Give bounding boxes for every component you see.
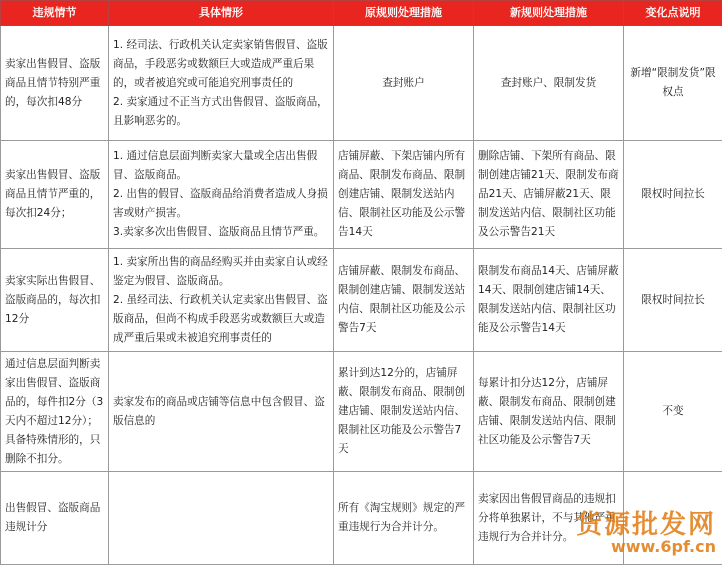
cell-violation: 卖家实际出售假冒、盗版商品的，每次扣12分 (1, 249, 109, 352)
table-row (1, 472, 722, 565)
cell-new-rule: 限制发布商品14天、店铺屏蔽14天、限制创建店铺14天、限制发送站内信、限制社区功能及公示警告14天 (474, 249, 624, 352)
header-violation: 违规情节 (1, 1, 109, 26)
cell-old-rule: 所有《淘宝规则》规定的严重违规行为合并计分。 (334, 472, 474, 565)
cell-new-rule: 卖家因出售假冒商品的违规扣分将单独累计，不与其他严重违规行为合并计分。 (474, 472, 624, 565)
cell-situation: 1. 卖家所出售的商品经购买并由卖家自认或经鉴定为假冒、盗版商品。 2. 虽经司法、行政机关认定卖家出售假冒、盗版商品，但尚不构成手段恶劣或数额巨大或造成严重后果或未被追究刑事责任的 (109, 249, 334, 352)
cell-change: 不变 (624, 352, 722, 472)
cell-situation: 1. 经司法、行政机关认定卖家销售假冒、盗版商品，手段恶劣或数额巨大或造成严重后果的，或者被追究或可能追究刑事责任的 2. 卖家通过不正当方式出售假冒、盗版商品，且影响恶劣的。 (109, 26, 334, 141)
cell-new-rule: 每累计扣分达12分，店铺屏蔽、限制发布商品、限制创建店铺、限制发送站内信、限制社区功能及公示警告7天 (474, 352, 624, 472)
cell-change: 限权时间拉长 (624, 141, 722, 249)
cell-violation: 出售假冒、盗版商品违规计分 (1, 472, 109, 565)
cell-violation: 卖家出售假冒、盗版商品且情节严重的，每次扣24分； (1, 141, 109, 249)
table-row (1, 26, 722, 141)
cell-old-rule: 累计到达12分的，店铺屏蔽、限制发布商品、限制创建店铺、限制发送站内信、限制社区功能及公示警告7天 (334, 352, 474, 472)
cell-old-rule: 查封账户 (334, 26, 474, 141)
watermark-url: www.6pf.cn (576, 537, 716, 556)
table-row (1, 352, 722, 472)
cell-old-rule: 店铺屏蔽、限制发布商品、限制创建店铺、限制发送站内信、限制社区功能及公示警告7天 (334, 249, 474, 352)
cell-old-rule: 店铺屏蔽、下架店铺内所有商品、限制发布商品、限制创建店铺、限制发送站内信、限制社区功能及公示警告14天 (334, 141, 474, 249)
table-row (1, 141, 722, 249)
cell-situation (109, 472, 334, 565)
cell-situation: 1. 通过信息层面判断卖家大量或全店出售假冒、盗版商品。 2. 出售的假冒、盗版商品给消费者造成人身损害或财产损害。 3.卖家多次出售假冒、盗版商品且情节严重。 (109, 141, 334, 249)
cell-change: 限权时间拉长 (624, 249, 722, 352)
header-old-rule: 原规则处理措施 (334, 1, 474, 26)
watermark-title: 货源批发网 (576, 504, 716, 541)
cell-new-rule: 查封账户、限制发货 (474, 26, 624, 141)
header-situation: 具体情形 (109, 1, 334, 26)
cell-new-rule: 删除店铺、下架所有商品、限制创建店铺21天、限制发布商品21天、店铺屏蔽21天、限制发送站内信、限制社区功能及公示警告21天 (474, 141, 624, 249)
cell-situation: 卖家发布的商品或店铺等信息中包含假冒、盗版信息的 (109, 352, 334, 472)
cell-violation: 卖家出售假冒、盗版商品且情节特别严重的，每次扣48分 (1, 26, 109, 141)
cell-change (624, 472, 722, 565)
cell-violation: 通过信息层面判断卖家出售假冒、盗版商品的，每件扣2分（3天内不超过12分）；具备特殊情形的，只删除不扣分。 (1, 352, 109, 472)
table-row (1, 249, 722, 352)
header-new-rule: 新规则处理措施 (474, 1, 624, 26)
cell-change: 新增“限制发货”限权点 (624, 26, 722, 141)
header-change: 变化点说明 (624, 1, 722, 26)
table-header-row (1, 1, 722, 26)
